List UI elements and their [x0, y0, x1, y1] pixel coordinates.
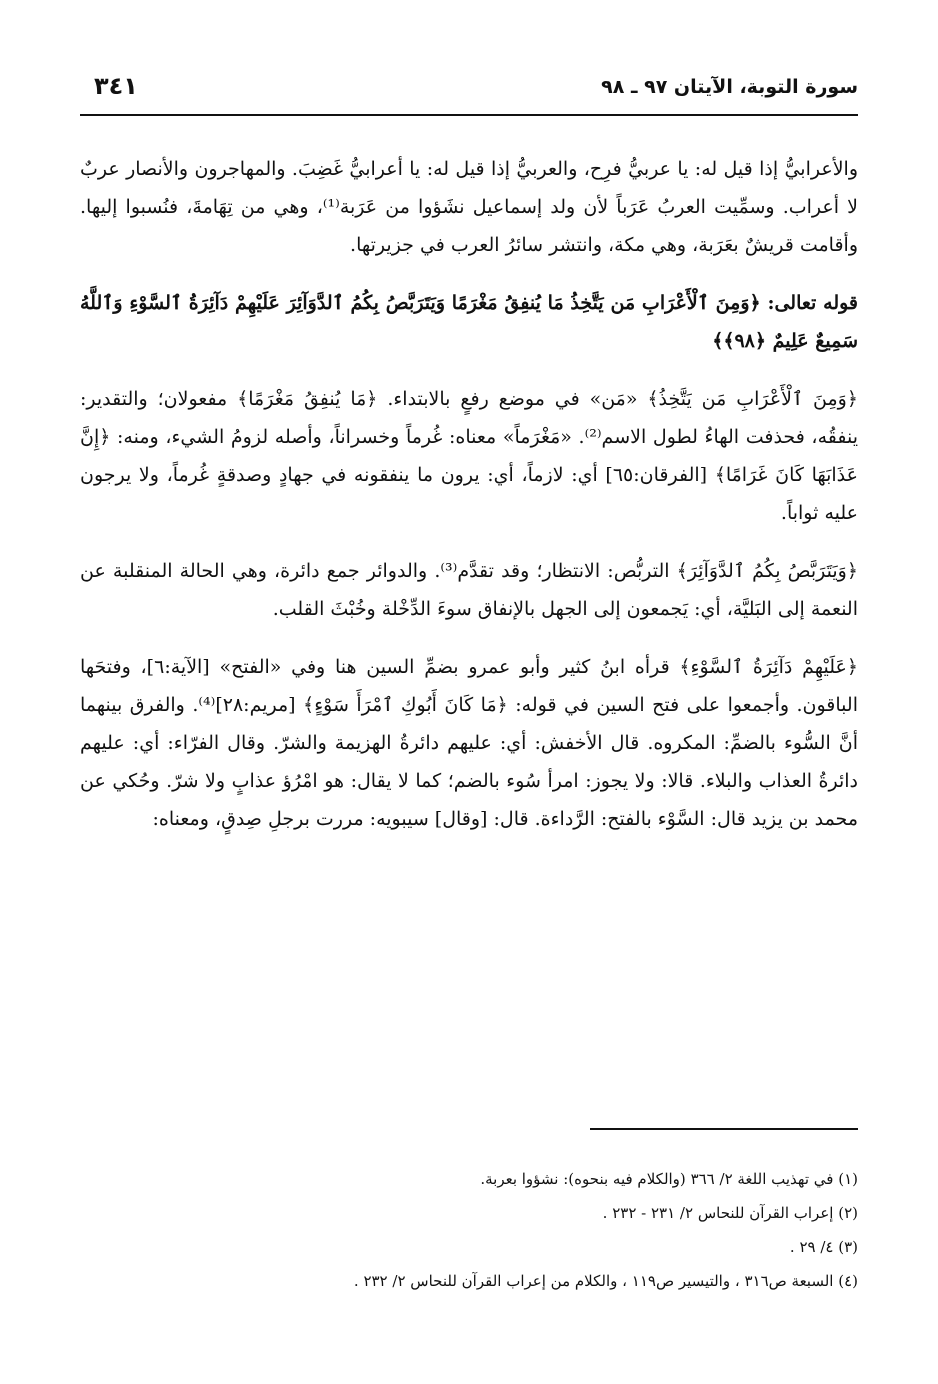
page-header — [80, 70, 858, 116]
footnote: (٣) ٤/ ٢٩ . — [789, 1238, 858, 1256]
page-number: ٣٤١ — [94, 72, 138, 100]
paragraph-lead: قوله تعالى: — [767, 292, 859, 314]
main-text — [80, 150, 858, 858]
paragraph — [80, 150, 858, 264]
paragraph-text: والأعرابيُّ إذا قيل له: يا عربيُّ فرِح، والعربيُّ إذا قيل له: يا أعرابيُّ غَضِبَ. والمهاجرون والأنصار عربٌ لا أعراب. وسمِّيت العربُ عَرَباً لأن ولد إسماعيل نشَؤوا من عَرَبة⁽¹⁾، وهي من تِهَامةَ، فنُسبوا إليها. وأقامت قريشٌ بعَرَبة، وهي مكة، وانتشر سائرُ العرب في جزيرتها. — [80, 158, 859, 256]
footnote-divider — [590, 1128, 858, 1130]
running-title: سورة التوبة، الآيتان ٩٧ ـ ٩٨ — [601, 76, 858, 98]
footnote: (٢) إعراب القرآن للنحاس ٢/ ٢٣١ - ٢٣٢ . — [602, 1204, 858, 1222]
paragraph-text: ﴿وَمِنَ ٱلْأَعْرَابِ مَن يَتَّخِذُ﴾ «مَن» في موضع رفعٍ بالابتداء. ﴿مَا يُنفِقُ مَغْرَمًا﴾ مفعولان؛ والتقدير: ينفقُه، فحذفت الهاءُ لطول الاسم⁽²⁾. «مَغْرَماً» معناه: غُرماً وخسراناً، وأصله لزومُ الشيء، ومنه: ﴿إِنَّ عَذَابَهَا كَانَ غَرَامًا﴾ [الفرقان:٦٥] أي: لازماً، أي: يرون ما ينفقونه في جهادٍ وصدقةٍ غُرماً، ولا يرجون عليه ثواباً. — [80, 388, 858, 524]
paragraph-text: ﴿وَيَتَرَبَّصُ بِكُمُ ٱلدَّوَآئِرَ﴾ التربُّص: الانتظار؛ وقد تقدَّم⁽³⁾. والدوائر جمع دائرة، وهي الحالة المنقلبة عن النعمة إلى البَليَّة، أي: يَجمعون إلى الجهل بالإنفاق سوءَ الدِّخْلة وخُبْثَ القلب. — [80, 560, 858, 620]
paragraph — [80, 648, 858, 838]
footnote: (١) في تهذيب اللغة ٢/ ٣٦٦ (والكلام فيه بنحوه): نشؤوا بعربة. — [480, 1170, 858, 1188]
footnotes — [80, 1162, 858, 1298]
paragraph — [80, 552, 858, 628]
verse-text: ﴿وَمِنَ ٱلْأَعْرَابِ مَن يَتَّخِذُ مَا يُنفِقُ مَغْرَمًا وَيَتَرَبَّصُ بِكُمُ ٱلدَّوَآئِرَ عَلَيْهِمْ دَآئِرَةُ ٱلسَّوْءِ وَٱللَّهُ سَمِيعٌ عَلِيمٌ ﴿٩٨﴾﴾ — [80, 292, 858, 352]
footnote: (٤) السبعة ص٣١٦ ، والتيسير ص١١٩ ، والكلام من إعراب القرآن للنحاس ٢/ ٢٣٢ . — [353, 1272, 858, 1290]
verse-paragraph — [80, 284, 858, 360]
paragraph — [80, 380, 858, 532]
paragraph-text: ﴿عَلَيْهِمْ دَآئِرَةُ ٱلسَّوْءِ﴾ قرأه ابنُ كثير وأبو عمرو بضمِّ السين هنا وفي «الفتح» [الآية:٦]، وفتحَها الباقون. وأجمعوا على فتح السين في قوله: ﴿مَا كَانَ أَبُوكِ ٱمْرَأَ سَوْءٍ﴾ [مريم:٢٨]⁽⁴⁾. والفرق بينهما أنَّ السُّوء بالضمِّ: المكروه. قال الأخفش: أي: عليهم دائرةُ الهزيمة والشرّ. وقال الفرّاء: أي: عليهم دائرةُ العذاب والبلاء. قالا: ولا يجوز: امرأ سُوء بالضم؛ كما لا يقال: هو امْرُؤ عذابٍ ولا شرّ. وحُكي عن محمد بن يزيد قال: السَّوْء بالفتح: الرَّداءة. قال: [وقال] سيبويه: مررت برجلِ صِدقٍ، ومعناه: — [80, 656, 858, 830]
